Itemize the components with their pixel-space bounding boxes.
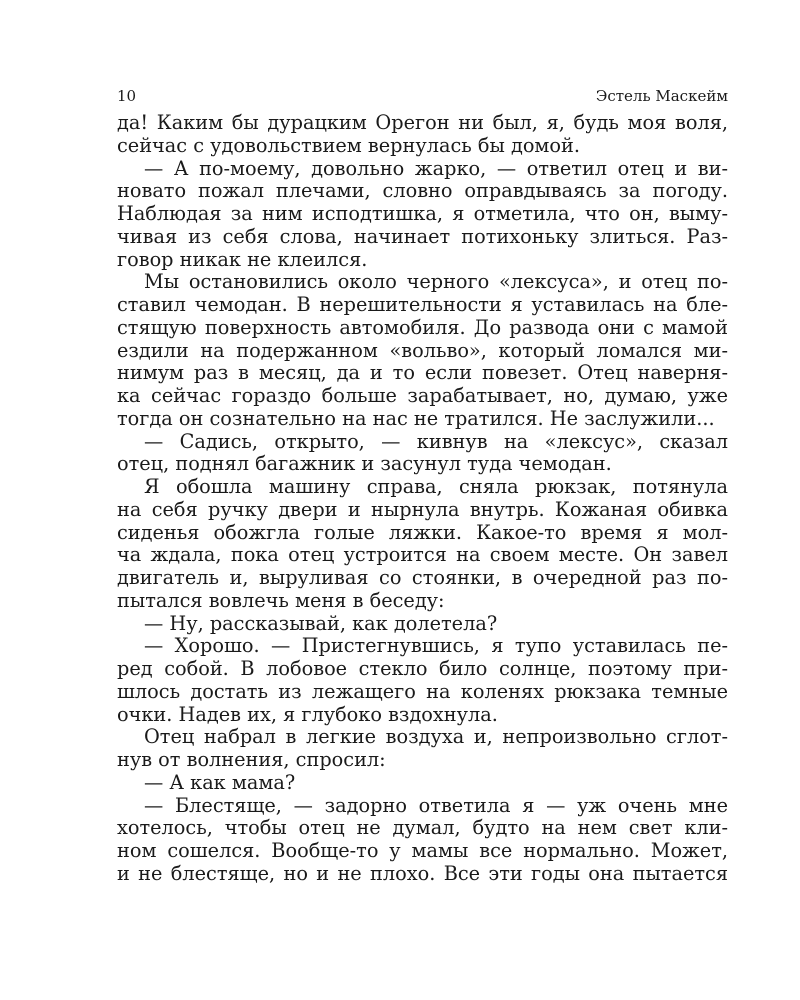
text-line: говор никак не клеился. xyxy=(117,248,368,271)
text-line: сиденья обожгла голые ляжки. Какое-то время я мол- xyxy=(117,521,728,544)
text-line: Наблюдая за ним исподтишка, я отметила, что он, выму- xyxy=(117,203,728,225)
text-line: шлось достать из лежащего на коленях рюкзака темные xyxy=(117,680,728,703)
text-line: — Ну, рассказывай, как долетела? xyxy=(144,612,498,635)
text-line: — А как мама? xyxy=(144,771,296,794)
text-line: ка сейчас гораздо больше зарабатывает, но, думаю, уже xyxy=(117,385,728,407)
text-line: ном сошелся. Вообще-то у мамы все нормально. Может, xyxy=(117,840,728,862)
text-line: — А по-моему, довольно жарко, — ответил отец и ви- xyxy=(144,157,728,180)
text-line: Отец набрал в легкие воздуха и, непроизвольно сглот- xyxy=(144,726,728,749)
text-line: нимум раз в месяц, да и то если повезет. Отец наверня- xyxy=(117,362,728,385)
text-line: пытался вовлечь меня в беседу: xyxy=(117,589,445,612)
author-name: Эстель Маскейм xyxy=(595,87,728,105)
book-page xyxy=(117,86,728,886)
text-line: ставил чемодан. В нерешительности я уставилась на бле- xyxy=(117,294,728,316)
text-line: сейчас с удовольствием вернулась бы домой. xyxy=(117,134,581,157)
text-line: чивая из себя слова, начинает потихоньку злиться. Раз- xyxy=(117,225,728,248)
text-line: да! Каким бы дурацким Орегон ни был, я, будь моя воля, xyxy=(117,112,728,134)
text-line: ездили на подержанном «вольво», который ломался ми- xyxy=(117,339,728,362)
text-line: стящую поверхность автомобиля. До развода они с мамой xyxy=(117,316,728,339)
text-line: — Садись, открыто, — кивнув на «лексус», сказал xyxy=(144,430,728,453)
body-text xyxy=(117,112,728,886)
text-line: — Хорошо. — Пристегнувшись, я тупо уставилась пе- xyxy=(144,635,728,658)
text-line: тогда он сознательно на нас не тратился. Не заслужили... xyxy=(117,407,715,430)
text-line: ча ждала, пока отец устроится на своем месте. Он завел xyxy=(117,544,728,567)
text-line: нув от волнения, спросил: xyxy=(117,749,386,771)
text-line: Я обошла машину справа, сняла рюкзак, потянула xyxy=(144,476,728,498)
text-line: ред собой. В лобовое стекло било солнце, поэтому при- xyxy=(117,658,728,680)
page-number: 10 xyxy=(117,87,137,105)
text-line: и не блестяще, но и не плохо. Все эти годы она пытается xyxy=(117,862,728,885)
running-head xyxy=(117,86,728,112)
text-line: на себя ручку двери и нырнула внутрь. Кожаная обивка xyxy=(117,498,728,521)
text-line: очки. Надев их, я глубоко вздохнула. xyxy=(117,703,498,726)
text-line: хотелось, чтобы отец не думал, будто на нем свет кли- xyxy=(117,817,728,840)
text-line: отец, поднял багажник и засунул туда чемодан. xyxy=(117,453,612,476)
text-line: — Блестяще, — задорно ответила я — уж очень мне xyxy=(144,794,728,817)
text-line: Мы остановились около черного «лексуса», и отец по- xyxy=(144,271,728,294)
text-line: новато пожал плечами, словно оправдываясь за погоду. xyxy=(117,180,728,203)
text-line: двигатель и, выруливая со стоянки, в очередной раз по- xyxy=(117,567,728,589)
